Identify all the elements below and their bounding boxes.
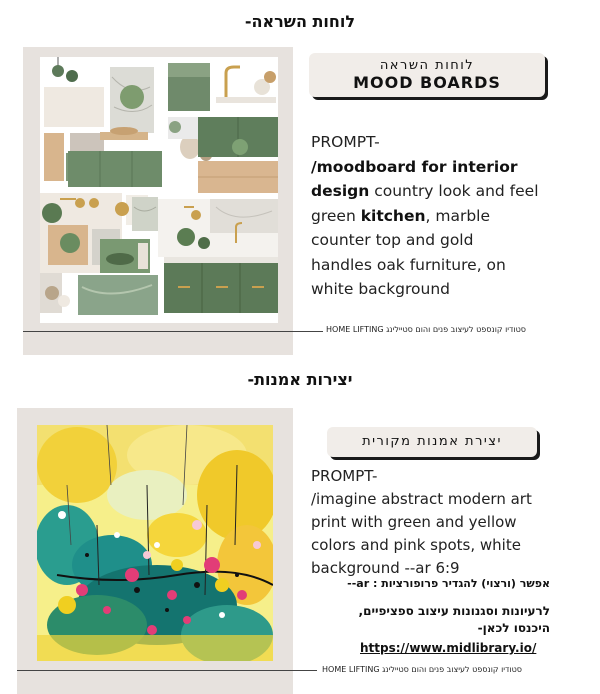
original-artwork-label: יצירת אמנות מקורית [362, 434, 502, 449]
abstract-art-image [37, 425, 273, 661]
aspect-ratio-note: אפשר (ורצוי) להגדיר פרופורציות : ar-- [347, 577, 550, 590]
prompt-line: background --ar 6:9 [311, 559, 460, 577]
mood-boards-english-label: MOOD BOARDS [353, 73, 501, 92]
mood-boards-hebrew-label: לוחות השראה [379, 58, 475, 73]
prompt-line: design country look and feel [311, 182, 539, 200]
prompt-label: PROMPT- [311, 133, 380, 151]
prompt-label: PROMPT- [311, 467, 378, 485]
prompt-line: /imagine abstract modern art [311, 490, 532, 508]
prompt-line: green kitchen, marble [311, 206, 491, 225]
prompt-line: /moodboard for interior [311, 157, 518, 176]
art-prompt-text [311, 465, 596, 580]
prompt-line: counter top and gold [311, 231, 474, 249]
prompt-line: colors and pink spots, white [311, 536, 521, 554]
section-title-mood-boards: לוחות השראה- [244, 12, 356, 31]
ideas-text [300, 603, 550, 637]
moodboard-collage-image [40, 57, 278, 323]
ideas-line-2: היכנסו לכאן- [477, 621, 550, 635]
mood-boards-heading-pill [309, 53, 545, 97]
studio-credit: HOME LIFTING סטודיו קונספט לעיצוב פנים והום סטיילינג [322, 665, 522, 674]
original-artwork-heading-pill [327, 427, 537, 457]
prompt-line: white background [311, 280, 451, 298]
ideas-line-1: לרעיונות וסגנונות עיצוב ספציפיים, [358, 604, 550, 618]
section-title-artworks: יצירות אמנות- [247, 370, 353, 389]
moodboard-prompt-text [311, 130, 591, 302]
divider-line [17, 670, 317, 671]
prompt-line: print with green and yellow [311, 513, 517, 531]
divider-line [23, 331, 323, 332]
studio-credit: HOME LIFTING סטודיו קונספט לעיצוב פנים והום סטיילינג [326, 325, 526, 334]
prompt-line: handles oak furniture, on [311, 255, 506, 274]
midlibrary-link[interactable]: https://www.midlibrary.io/ [360, 641, 537, 655]
